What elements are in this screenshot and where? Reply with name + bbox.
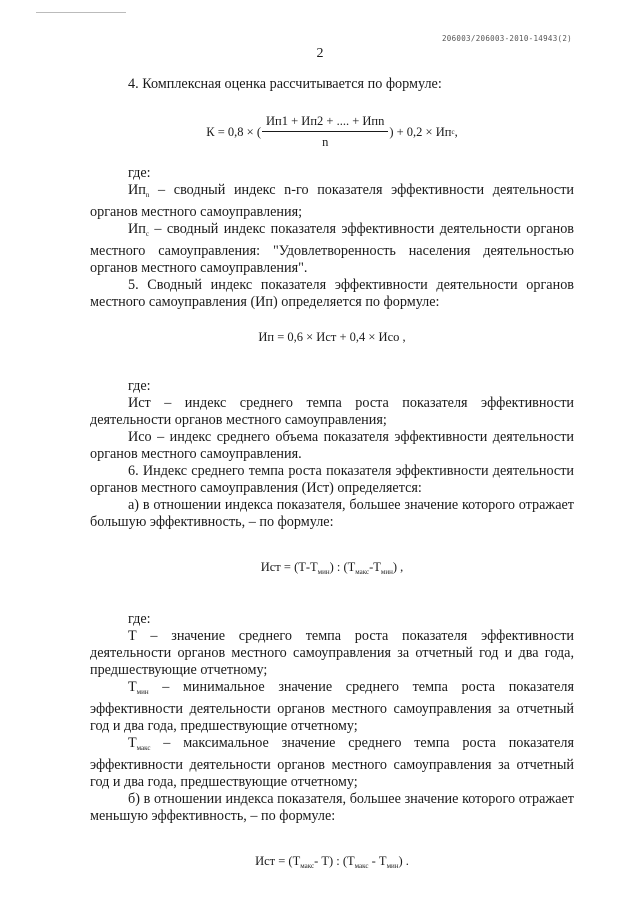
document-reference: 206003/206003-2010-14943(2) — [441, 34, 572, 43]
formula-ist-a: Ист = $(Т-Т_{мин})$ : $(Т_{макс}-Т_{мин})$ , — [260, 560, 404, 576]
definition-tmax: $Т_{макс}$ – максимальное значение среднего темпа роста показателя эффективности деятельности органов местного самоуправления за отчетный год и два года, предшествующие отчетному; — [90, 735, 574, 790]
formula-summary-index: Ип = 0,6 × Ист + 0,4 × Исо , — [258, 330, 406, 344]
where-label: где: — [128, 378, 151, 394]
paragraph-4: 4. Комплексная оценка рассчитывается по формуле: — [128, 76, 442, 92]
definition-ipc: $Ип_с$ – сводный индекс показателя эффективности деятельности органов местного самоуправления: "Удовлетворенность населения деятельностью органов местного самоуправления". — [90, 221, 574, 276]
paragraph-5: 5. Сводный индекс показателя эффективности деятельности органов местного самоуправления (Ип) определяется по формуле: — [90, 277, 574, 310]
definition-t: Т – значение среднего темпа роста показателя эффективности деятельности органов местного самоуправления за отчетный год и два года, предшествующие отчетному; — [90, 628, 574, 678]
definition-ipn: $Ип_n$ – сводный индекс n-го показателя эффективности деятельности органов местного самоуправления; — [90, 182, 574, 220]
definition-tmin: $Т_{мин}$ – минимальное значение среднего темпа роста показателя эффективности деятельности органов местного самоуправления за отчетный год и два года, предшествующие отчетному; — [90, 679, 574, 734]
formula-fraction: $\frac{\text{Ип1 + Ип2 + .... + Ипn}}{n}$ — [262, 113, 388, 151]
definition-iso: Исо – индекс среднего объема показателя эффективности деятельности органов местного самоуправления. — [90, 429, 574, 462]
paragraph-6b: б) в отношении индекса показателя, большее значение которого отражает меньшую эффективность, – по формуле: — [90, 791, 574, 824]
formula-complex-score: К = 0,8 × ( $\frac{\text{Ип1 + Ип2 + .... + Ипn}}{n}$ ) + 0,2 × Ип с , — [206, 114, 458, 149]
definition-ist: Ист – индекс среднего темпа роста показателя эффективности деятельности органов местного самоуправления; — [90, 395, 574, 428]
where-label: где: — [128, 611, 151, 627]
page-number: 2 — [316, 46, 324, 61]
scan-mark — [36, 12, 126, 13]
formula-ist-b: Ист = ($Т_{макс}-$ Т) : $(Т_{макс} - Т_{мин})$ . — [255, 854, 409, 870]
document-body — [90, 76, 574, 875]
paragraph-6a: а) в отношении индекса показателя, большее значение которого отражает большую эффективность, – по формуле: — [90, 497, 574, 530]
paragraph-6: 6. Индекс среднего темпа роста показателя эффективности деятельности органов местного самоуправления (Ист) определяется: — [90, 463, 574, 496]
where-label: где: — [128, 165, 151, 181]
